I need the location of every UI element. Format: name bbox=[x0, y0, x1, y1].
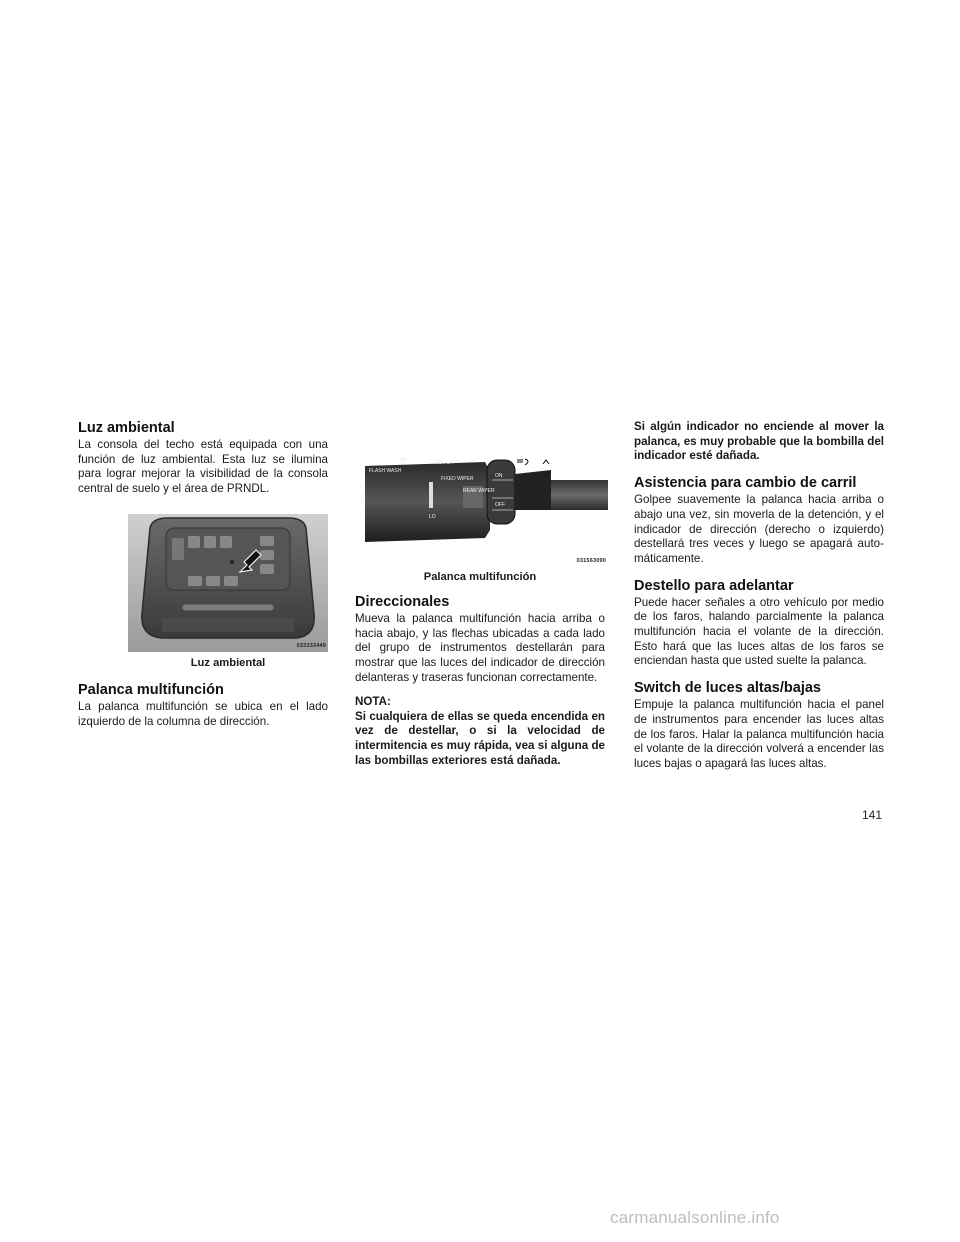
figure-code: 033333449 bbox=[296, 642, 326, 649]
heading-asistencia-cambio-carril: Asistencia para cambio de carril bbox=[634, 475, 857, 492]
label-fixed-wiper: FIXED WIPER bbox=[441, 476, 474, 482]
note-body: Si cualquiera de ellas se queda encendida en vez de destellar, o si la velocidad de intermitencia es muy rápida, vea si alguna de las bombillas exteriores está dañada. bbox=[355, 709, 605, 767]
heading-direccionales: Direccionales bbox=[355, 594, 450, 610]
label-on: ON bbox=[495, 473, 503, 479]
column-right bbox=[634, 420, 884, 772]
column-left bbox=[78, 420, 328, 729]
paragraph-direccionales: Mueva la palanca multifunción hacia arriba o hacia abajo, y las flechas ubicadas a cada lado del grupo de instrumentos destellarán para mostrar que las luces del indicador de dirección delanteras y traseras funcionan correctamente. bbox=[355, 612, 605, 684]
label-flash-wash: FLASH WASH bbox=[369, 468, 402, 474]
heading-switch-luces: Switch de luces altas/bajas bbox=[634, 680, 821, 697]
column-middle bbox=[355, 452, 605, 768]
paragraph-luz-ambiental: La consola del techo está equipada con una función de luz ambiental. Esta luz se ilumina para lograr mejorar la visibilidad de la consola central de suelo y el área de PRNDL. bbox=[78, 438, 328, 496]
figure-palanca-multifuncion bbox=[355, 452, 608, 567]
page-number: 141 bbox=[862, 808, 883, 822]
figure-luz-ambiental bbox=[128, 514, 328, 652]
label-off: OFF bbox=[495, 502, 505, 508]
note-title: NOTA: bbox=[355, 694, 391, 708]
label-lo: LO bbox=[429, 514, 436, 520]
heading-luz-ambiental: Luz ambiental bbox=[78, 420, 175, 436]
caption-palanca-multifuncion: Palanca multifunción bbox=[423, 571, 537, 583]
paragraph-palanca-multifuncion: La palanca multifunción se ubica en el lado izquierdo de la columna de dirección. bbox=[78, 699, 328, 728]
heading-palanca-multifuncion: Palanca multifunción bbox=[78, 681, 224, 698]
paragraph-asistencia-cambio-carril: Golpee suavemente la palanca hacia arriba o abajo una vez, sin moverla de la detención, y el indicador de dirección (derecho o izquierdo) destellará tres veces y luego se apagará auto-máticamente. bbox=[634, 493, 884, 565]
figure-code: 031563090 bbox=[576, 558, 606, 564]
caption-luz-ambiental: Luz ambiental bbox=[190, 656, 266, 669]
paragraph-indicator-bulb: Si algún indicador no enciende al mover la palanca, es muy probable que la bombilla del indicador esté dañada. bbox=[634, 420, 884, 463]
heading-destello-adelantar: Destello para adelantar bbox=[634, 577, 794, 594]
overhead-console-image bbox=[128, 514, 328, 652]
label-mist-off: MIST OFF bbox=[433, 460, 457, 466]
paragraph-destello-adelantar: Puede hacer señales a otro vehículo por medio de los faros, halando parcialmente la palanca multifunción hacia el volante de la dirección. Esto hará que las luces altas de los faros se enciendan hasta que usted suelte la palanca. bbox=[634, 595, 884, 668]
multifunction-lever-image bbox=[355, 452, 608, 567]
label-rear-wiper: REAR WIPER bbox=[463, 488, 495, 494]
paragraph-switch-luces: Empuje la palanca multifunción hacia el panel de instrumentos para encender las luces altas de los faros. Halar la palanca multifunción hacia el volante de la dirección volverá a encender las luces bajas o apagará las luces altas. bbox=[634, 698, 884, 770]
watermark: carmanualsonline.info bbox=[610, 1208, 780, 1227]
